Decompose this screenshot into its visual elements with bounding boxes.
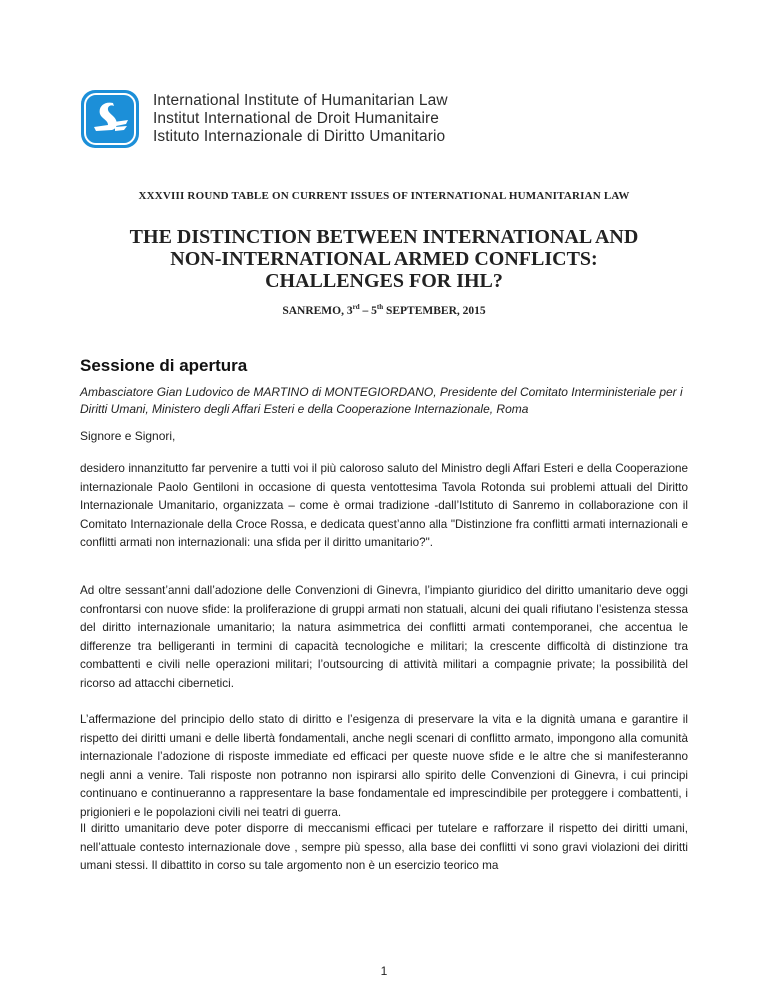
section-heading: Sessione di apertura	[80, 356, 248, 375]
institute-name-english: International Institute of Humanitarian Law	[153, 92, 448, 109]
institute-name-french: Institut International de Droit Humanitaire	[153, 110, 440, 127]
round-table-heading: XXXVIII ROUND TABLE ON CURRENT ISSUES OF INTERNATIONAL HUMANITARIAN LAW	[138, 190, 630, 202]
date-dash: – 5	[359, 305, 377, 317]
document-title	[0, 226, 768, 292]
venue-and-date	[0, 305, 768, 317]
institute-name-italian: Istituto Internazionale di Diritto Umanitario	[153, 128, 446, 145]
date-rest: SEPTEMBER, 2015	[383, 305, 486, 317]
title-line: NON-INTERNATIONAL ARMED CONFLICTS:	[170, 248, 598, 270]
title-line: THE DISTINCTION BETWEEN INTERNATIONAL AND	[129, 226, 639, 248]
body-paragraph: Ad oltre sessant’anni dall’adozione delle Convenzioni di Ginevra, l’impianto giuridico del diritto umanitario deve oggi confrontarsi con nuove sfide: la proliferazione di gruppi armati non statuali, alcuni dei quali rifiutano l’esistenza stessa del diritto internazionale umanitario; la natura asimmetrica dei conflitti armati contemporanei, che accentua le differenze tra belligeranti in termini di capacità tecnologiche e militari; la crescente difficoltà di distinzione tra combattenti e civili nelle operazioni militari; l’outsourcing di attività militari a compagnie private; la possibilità del ricorso ad attacchi cibernetici.	[80, 584, 688, 690]
venue-city: SANREMO, 3	[282, 305, 353, 317]
title-line: CHALLENGES FOR IHL?	[265, 270, 503, 292]
date-suffix: th	[376, 303, 384, 312]
iihl-swan-logo-icon	[80, 89, 140, 149]
salutation: Signore e Signori,	[80, 429, 176, 443]
body-paragraph: Il diritto umanitario deve poter disporre di meccanismi efficaci per tutelare e rafforzare il rispetto dei diritti umani, nell’attuale contesto internazionale dove , sempre più spesso, alla base dei conflitti vi sono gravi violazioni dei diritti umani stessi. Il dibattito in corso su tale argomento non è un esercizio teorico ma	[80, 822, 688, 872]
page-number: 1	[380, 964, 388, 978]
date-suffix: rd	[352, 303, 360, 312]
body-paragraph: desidero innanzitutto far pervenire a tutti voi il più caloroso saluto del Ministro degli Affari Esteri e della Cooperazione internazionale Paolo Gentiloni in occasione di questa ventottesima Tavola Rotonda sui problemi attuali del Diritto Internazionale Umanitario, organizzata – come è ormai tradizione -dall’Istituto di Sanremo in collaborazione con il Comitato Internazionale della Croce Rossa, e dedicata quest’anno alla "Distinzione fra conflitti armati internazionali e conflitti armati non internazionali: una sfida per il diritto umanitario?".	[80, 462, 688, 549]
institute-name	[153, 92, 448, 146]
speaker-credit: Ambasciatore Gian Ludovico de MARTINO di MONTEGIORDANO, Presidente del Comitato Interministeriale per i Diritti Umani, Ministero degli Affari Esteri e della Cooperazione Internazionale, Roma	[80, 385, 683, 416]
body-paragraph: L’affermazione del principio dello stato di diritto e l’esigenza di preservare la vita e la dignità umana e garantire il rispetto dei diritti umani e delle libertà fondamentali, anche negli scenari di conflitto armato, impongono alla comunità internazionale l’adozione di risposte immediate ed efficaci per queste nuove sfide e le altre che si manifesteranno negli anni a venire. Tali risposte non potranno non ispirarsi allo spirito delle Convenzioni di Ginevra, i cui principi continuano e continueranno a rappresentare la base fondamentale ed imprescindibile per proteggere i combattenti, i prigionieri e le popolazioni civili nei teatri di guerra.	[80, 713, 688, 819]
